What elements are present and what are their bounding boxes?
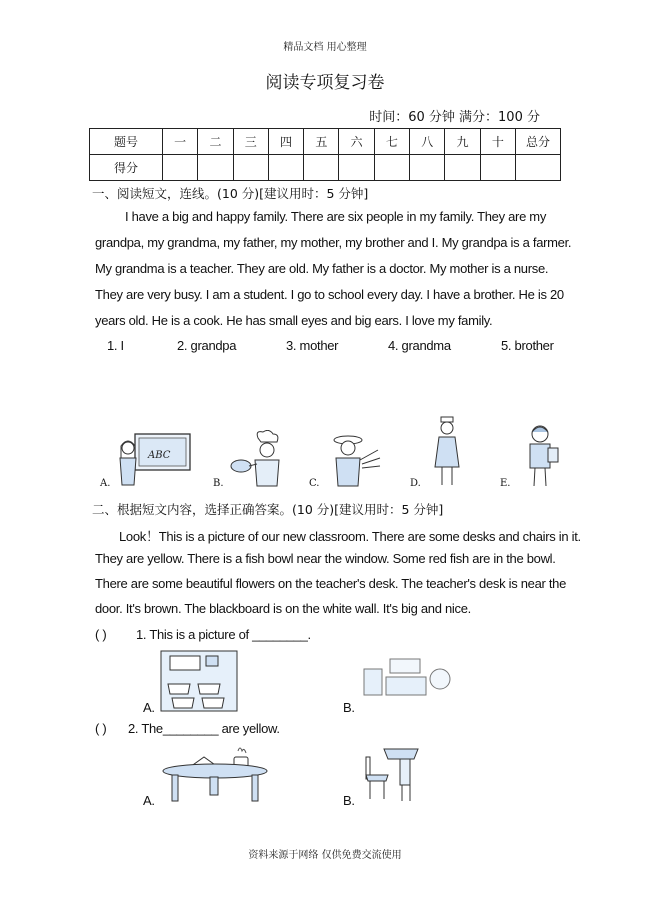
time-info: 时间：60 分钟 满分：100 分 bbox=[369, 110, 540, 125]
score-input-cell[interactable] bbox=[445, 155, 480, 181]
score-cell: 四 bbox=[268, 129, 303, 155]
q1-answer-paren[interactable]: ( ) bbox=[95, 627, 107, 642]
score-input-cell[interactable] bbox=[268, 155, 303, 181]
section2-heading: 二、根据短文内容，选择正确答案。(10 分)[建议用时：5 分钟] bbox=[92, 502, 444, 517]
section1-heading: 一、阅读短文，连线。(10 分)[建议用时：5 分钟] bbox=[92, 186, 369, 201]
passage2-line: Look！This is a picture of our new classroom. There are some desks and chairs in it. bbox=[119, 529, 581, 544]
score-input-cell[interactable] bbox=[198, 155, 233, 181]
student-picture[interactable] bbox=[518, 420, 563, 490]
q2-answer-paren[interactable]: ( ) bbox=[95, 721, 107, 736]
score-cell: 八 bbox=[410, 129, 445, 155]
q2-option-b-label[interactable]: B. bbox=[343, 793, 355, 808]
score-cell: 六 bbox=[339, 129, 374, 155]
passage1-line: I have a big and happy family. There are six people in my family. They are my bbox=[125, 209, 547, 224]
picture-label-a: A. bbox=[100, 478, 111, 489]
q1-text: 1. This is a picture of ________. bbox=[136, 627, 311, 642]
score-table bbox=[89, 128, 561, 181]
passage1-line: They are very busy. I am a student. I go to school every day. I have a brother. He is 20 bbox=[95, 287, 564, 302]
score-input-cell[interactable] bbox=[339, 155, 374, 181]
q1-option-b-label[interactable]: B. bbox=[343, 700, 355, 715]
q2-option-a-label[interactable]: A. bbox=[143, 793, 155, 808]
score-input-cell[interactable] bbox=[374, 155, 409, 181]
passage1-line: My grandma is a teacher. They are old. My father is a doctor. My mother is a nurse. bbox=[95, 261, 549, 276]
board-text: ABC bbox=[148, 450, 171, 461]
person-item-i[interactable]: 1. I bbox=[107, 338, 124, 353]
picture-label-e: E. bbox=[500, 478, 511, 489]
page-title: 阅读专项复习卷 bbox=[265, 73, 385, 93]
person-item-brother[interactable]: 5. brother bbox=[501, 338, 554, 353]
footer-note: 资料来源于网络 仅供免费交流使用 bbox=[248, 850, 402, 861]
person-item-grandma[interactable]: 4. grandma bbox=[388, 338, 451, 353]
score-input-cell[interactable] bbox=[410, 155, 445, 181]
score-cell: 九 bbox=[445, 129, 480, 155]
score-table-score-row bbox=[90, 155, 561, 181]
nurse-picture[interactable] bbox=[425, 415, 470, 490]
passage2-line: There are some beautiful flowers on the teacher's desk. The teacher's desk is near the bbox=[95, 576, 567, 591]
score-cell: 五 bbox=[304, 129, 339, 155]
score-cell: 题号 bbox=[90, 129, 163, 155]
desk-chair-picture[interactable] bbox=[362, 743, 422, 805]
office-picture[interactable] bbox=[360, 655, 455, 700]
score-table-header-row bbox=[90, 129, 561, 155]
table-picture[interactable] bbox=[160, 745, 270, 805]
passage2-line: door. It's brown. The blackboard is on the white wall. It's big and nice. bbox=[95, 601, 471, 616]
picture-label-b: B. bbox=[213, 478, 224, 489]
score-cell: 七 bbox=[374, 129, 409, 155]
teacher-picture[interactable] bbox=[110, 430, 195, 490]
person-item-grandpa[interactable]: 2. grandpa bbox=[177, 338, 237, 353]
score-input-cell[interactable] bbox=[233, 155, 268, 181]
score-input-cell[interactable] bbox=[516, 155, 561, 181]
score-cell: 十 bbox=[480, 129, 515, 155]
score-cell: 一 bbox=[163, 129, 198, 155]
picture-label-d: D. bbox=[410, 478, 421, 489]
passage1-line: grandpa, my grandma, my father, my mother, my brother and I. My grandpa is a farmer. bbox=[95, 235, 572, 250]
farmer-picture[interactable] bbox=[320, 430, 385, 490]
score-input-cell[interactable] bbox=[163, 155, 198, 181]
person-item-mother[interactable]: 3. mother bbox=[286, 338, 339, 353]
score-input-cell[interactable] bbox=[480, 155, 515, 181]
score-cell: 三 bbox=[233, 129, 268, 155]
header-note: 精品文档 用心整理 bbox=[283, 42, 367, 53]
passage1-line: years old. He is a cook. He has small eyes and big ears. I love my family. bbox=[95, 313, 493, 328]
score-cell: 总分 bbox=[516, 129, 561, 155]
q1-option-a-label[interactable]: A. bbox=[143, 700, 155, 715]
passage2-line: They are yellow. There is a fish bowl near the window. Some red fish are in the bowl. bbox=[95, 551, 556, 566]
cook-picture[interactable] bbox=[225, 430, 290, 490]
score-row-label: 得分 bbox=[90, 155, 163, 181]
picture-label-c: C. bbox=[309, 478, 320, 489]
q2-text: 2. The________ are yellow. bbox=[128, 721, 280, 736]
classroom-picture[interactable] bbox=[160, 650, 238, 712]
score-cell: 二 bbox=[198, 129, 233, 155]
score-input-cell[interactable] bbox=[304, 155, 339, 181]
